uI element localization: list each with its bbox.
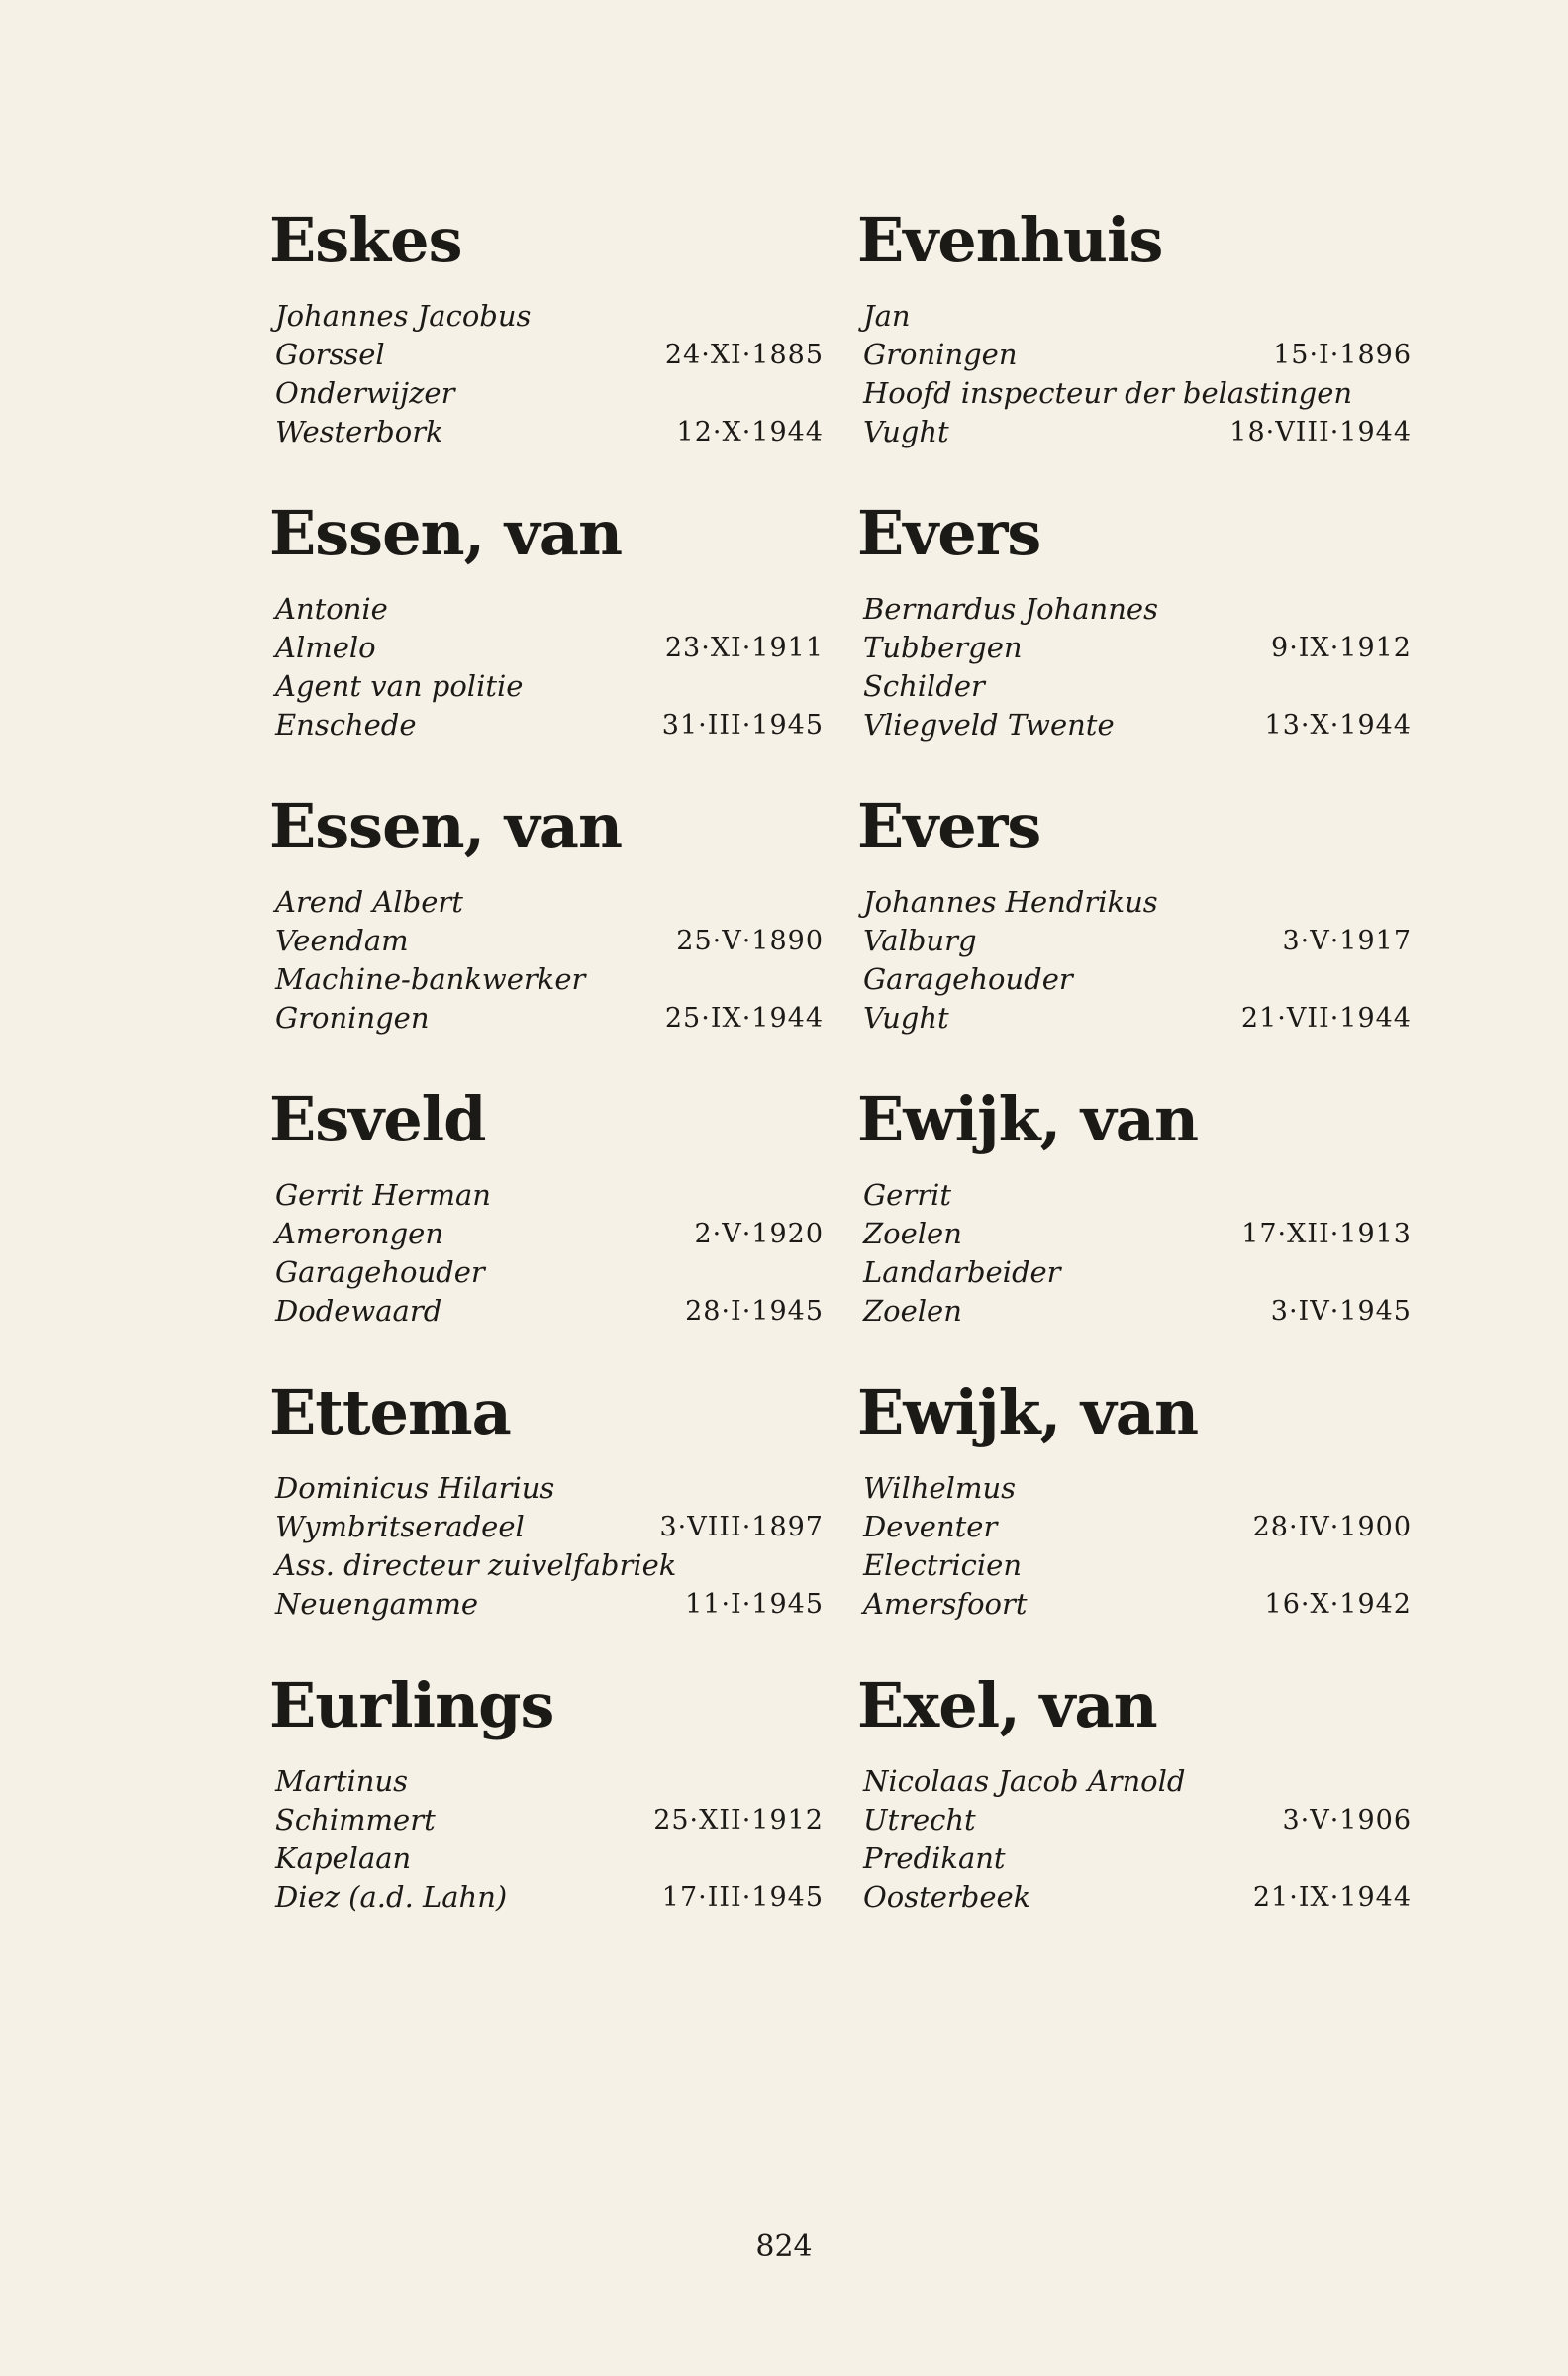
death-place: Zoelen	[863, 1294, 962, 1328]
person-entry	[269, 1077, 824, 1370]
occupation: Hoofd inspecteur der belastingen	[863, 376, 1353, 410]
birth-place: Amerongen	[275, 1217, 444, 1250]
occupation-line	[857, 1253, 1412, 1292]
occupation: Onderwijzer	[275, 376, 455, 410]
given-names-line	[269, 1176, 824, 1215]
person-entry	[269, 784, 824, 1077]
surname-heading: Esveld	[269, 1083, 486, 1155]
given-names: Wilhelmus	[863, 1471, 1017, 1505]
person-entry	[857, 1077, 1412, 1370]
occupation-line	[857, 667, 1412, 706]
birth-date: 17·XII·1913	[1241, 1219, 1412, 1249]
birth-place-line	[857, 922, 1412, 960]
birth-date: 25·V·1890	[676, 926, 824, 956]
death-date: 25·IX·1944	[664, 1003, 824, 1034]
birth-place-line	[269, 1215, 824, 1253]
death-place-line	[857, 1878, 1412, 1917]
death-place-line	[269, 1878, 824, 1917]
occupation: Electricien	[863, 1548, 1022, 1582]
occupation-line	[269, 960, 824, 999]
death-place: Amersfoort	[863, 1587, 1028, 1621]
birth-place-line	[857, 1801, 1412, 1839]
death-place: Westerbork	[275, 415, 443, 448]
death-date: 21·IX·1944	[1252, 1882, 1412, 1913]
given-names-line	[269, 297, 824, 336]
birth-place-line	[269, 336, 824, 374]
birth-place: Deventer	[863, 1510, 998, 1543]
given-names-line	[857, 1762, 1412, 1801]
death-date: 21·VII·1944	[1240, 1003, 1412, 1034]
given-names-line	[857, 1469, 1412, 1508]
given-names-line	[857, 590, 1412, 629]
surname-heading: Ewijk, van	[857, 1376, 1199, 1448]
death-place: Vliegveld Twente	[863, 708, 1115, 742]
occupation: Garagehouder	[275, 1255, 485, 1289]
given-names-line	[269, 590, 824, 629]
occupation: Kapelaan	[275, 1841, 412, 1875]
birth-date: 9·IX·1912	[1271, 633, 1412, 663]
given-names: Gerrit	[863, 1178, 951, 1212]
given-names: Bernardus Johannes	[863, 592, 1158, 626]
birth-place: Valburg	[863, 924, 977, 957]
occupation-line	[857, 1839, 1412, 1878]
person-entry	[269, 491, 824, 784]
birth-place: Wymbritseradeel	[275, 1510, 525, 1543]
death-date: 11·I·1945	[685, 1589, 824, 1620]
death-place-line	[269, 1292, 824, 1331]
occupation: Landarbeider	[863, 1255, 1061, 1289]
death-place-line	[857, 999, 1412, 1038]
surname-heading: Exel, van	[857, 1669, 1157, 1741]
given-names: Jan	[863, 299, 911, 333]
occupation-line	[269, 374, 824, 413]
birth-place-line	[269, 629, 824, 667]
birth-place-line	[269, 1508, 824, 1546]
given-names: Gerrit Herman	[275, 1178, 491, 1212]
occupation: Schilder	[863, 669, 985, 703]
death-place-line	[857, 1292, 1412, 1331]
surname-heading: Ewijk, van	[857, 1083, 1199, 1155]
surname-heading: Essen, van	[269, 790, 623, 862]
birth-date: 2·V·1920	[694, 1219, 824, 1249]
person-entry	[857, 1370, 1412, 1663]
death-place-line	[269, 706, 824, 744]
death-place: Oosterbeek	[863, 1880, 1031, 1914]
given-names-line	[269, 1469, 824, 1508]
given-names-line	[269, 1762, 824, 1801]
death-place-line	[857, 1585, 1412, 1624]
death-date: 3·IV·1945	[1270, 1296, 1412, 1327]
person-entry	[269, 1370, 824, 1663]
surname-heading: Evers	[857, 790, 1041, 862]
person-entry	[269, 198, 824, 491]
surname-heading: Essen, van	[269, 497, 623, 569]
given-names: Johannes Jacobus	[275, 299, 532, 333]
given-names-line	[857, 883, 1412, 922]
given-names: Nicolaas Jacob Arnold	[863, 1764, 1186, 1798]
death-date: 31·III·1945	[661, 710, 824, 741]
birth-place-line	[857, 336, 1412, 374]
birth-date: 15·I·1896	[1273, 340, 1412, 370]
left-column	[269, 198, 824, 1956]
birth-date: 25·XII·1912	[653, 1805, 824, 1835]
person-entry	[857, 784, 1412, 1077]
occupation: Machine-bankwerker	[275, 962, 586, 996]
death-place-line	[269, 1585, 824, 1624]
birth-place: Groningen	[863, 338, 1018, 371]
birth-place-line	[857, 1508, 1412, 1546]
given-names: Dominicus Hilarius	[275, 1471, 555, 1505]
surname-heading: Eskes	[269, 204, 462, 276]
birth-place: Tubbergen	[863, 631, 1023, 664]
right-column	[857, 198, 1412, 1956]
birth-place-line	[269, 1801, 824, 1839]
birth-date: 24·XI·1885	[664, 340, 824, 370]
surname-heading: Eurlings	[269, 1669, 554, 1741]
given-names: Martinus	[275, 1764, 409, 1798]
death-place: Enschede	[275, 708, 417, 742]
occupation-line	[269, 667, 824, 706]
given-names-line	[269, 883, 824, 922]
death-date: 13·X·1944	[1264, 710, 1412, 741]
occupation-line	[269, 1546, 824, 1585]
death-place: Groningen	[275, 1001, 430, 1035]
birth-place: Veendam	[275, 924, 409, 957]
given-names: Antonie	[275, 592, 388, 626]
birth-place-line	[269, 922, 824, 960]
birth-date: 23·XI·1911	[664, 633, 824, 663]
person-entry	[857, 198, 1412, 491]
occupation: Garagehouder	[863, 962, 1073, 996]
death-place-line	[857, 413, 1412, 451]
person-entry	[269, 1663, 824, 1956]
occupation-line	[269, 1839, 824, 1878]
death-date: 28·I·1945	[685, 1296, 824, 1327]
occupation: Predikant	[863, 1841, 1006, 1875]
death-place: Vught	[863, 1001, 949, 1035]
surname-heading: Ettema	[269, 1376, 511, 1448]
death-place-line	[269, 999, 824, 1038]
occupation-line	[857, 960, 1412, 999]
surname-heading: Evenhuis	[857, 204, 1163, 276]
given-names: Johannes Hendrikus	[863, 885, 1158, 919]
given-names-line	[857, 1176, 1412, 1215]
death-place: Dodewaard	[275, 1294, 442, 1328]
birth-place: Zoelen	[863, 1217, 962, 1250]
death-date: 16·X·1942	[1264, 1589, 1412, 1620]
death-date: 18·VIII·1944	[1229, 417, 1412, 447]
birth-date: 28·IV·1900	[1252, 1512, 1412, 1542]
birth-place-line	[857, 1215, 1412, 1253]
occupation-line	[269, 1253, 824, 1292]
person-entry	[857, 1663, 1412, 1956]
birth-date: 3·VIII·1897	[659, 1512, 824, 1542]
death-place-line	[857, 706, 1412, 744]
death-date: 12·X·1944	[676, 417, 824, 447]
surname-heading: Evers	[857, 497, 1041, 569]
birth-place-line	[857, 629, 1412, 667]
birth-place: Gorssel	[275, 338, 385, 371]
given-names-line	[857, 297, 1412, 336]
death-place: Diez (a.d. Lahn)	[275, 1880, 508, 1914]
occupation: Ass. directeur zuivelfabriek	[275, 1548, 677, 1582]
occupation-line	[857, 1546, 1412, 1585]
occupation: Agent van politie	[275, 669, 524, 703]
birth-date: 3·V·1917	[1282, 926, 1412, 956]
death-place: Neuengamme	[275, 1587, 479, 1621]
birth-date: 3·V·1906	[1282, 1805, 1412, 1835]
page-number: 824	[755, 2229, 813, 2264]
birth-place: Schimmert	[275, 1803, 436, 1836]
death-place: Vught	[863, 415, 949, 448]
death-place-line	[269, 413, 824, 451]
person-entry	[857, 491, 1412, 784]
birth-place: Almelo	[275, 631, 376, 664]
occupation-line	[857, 374, 1412, 413]
birth-place: Utrecht	[863, 1803, 976, 1836]
death-date: 17·III·1945	[661, 1882, 824, 1913]
given-names: Arend Albert	[275, 885, 463, 919]
